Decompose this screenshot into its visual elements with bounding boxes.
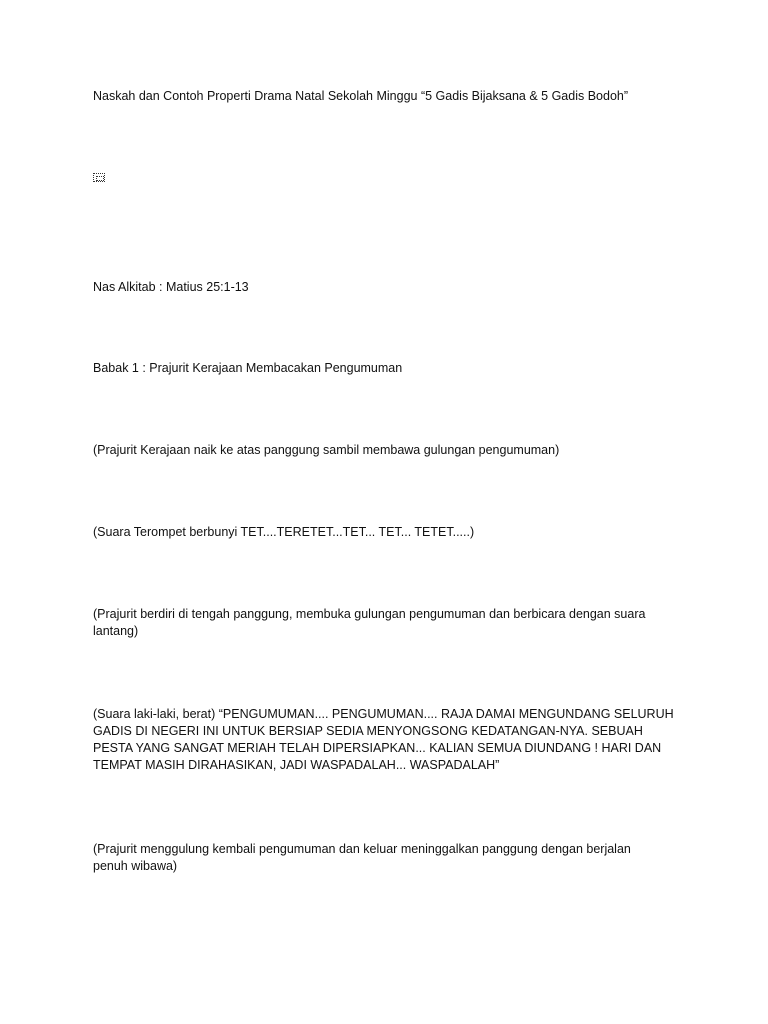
stage-direction-paragraph: (Prajurit berdiri di tengah panggung, membuka gulungan pengumuman dan berbicara dengan suara lantang) (93, 607, 646, 638)
broken-image-icon (93, 173, 105, 182)
babak-heading: Babak 1 : Prajurit Kerajaan Membacakan Pengumuman (93, 361, 403, 375)
announcement-paragraph: (Suara laki-laki, berat) “PENGUMUMAN.... PENGUMUMAN.... RAJA DAMAI MENGUNDANG SELURUH GADIS DI NEGERI INI UNTUK BERSIAP SEDIA MENYONGSONG KEDATANGAN-NYA. SEBUAH PESTA YANG SANGAT MERIAH TELAH DIPERSIAPKAN... KALIAN SEMUA DIUNDANG ! HARI DAN TEMPAT MASIH DIRAHASIKAN, JADI WASPADALAH... WASPADALAH” (93, 707, 674, 772)
stage-direction-paragraph: (Prajurit Kerajaan naik ke atas panggung sambil membawa gulungan pengumuman) (93, 443, 560, 457)
document-title: Naskah dan Contoh Properti Drama Natal Sekolah Minggu “5 Gadis Bijaksana & 5 Gadis Bodoh” (93, 89, 629, 103)
stage-direction-paragraph: (Suara Terompet berbunyi TET....TERETET...TET... TET... TETET.....) (93, 525, 475, 539)
stage-direction-paragraph: (Prajurit menggulung kembali pengumuman dan keluar meninggalkan panggung dengan berjalan penuh wibawa) (93, 842, 631, 873)
nas-alkitab: Nas Alkitab : Matius 25:1-13 (93, 280, 249, 294)
image-placeholder (93, 170, 683, 187)
